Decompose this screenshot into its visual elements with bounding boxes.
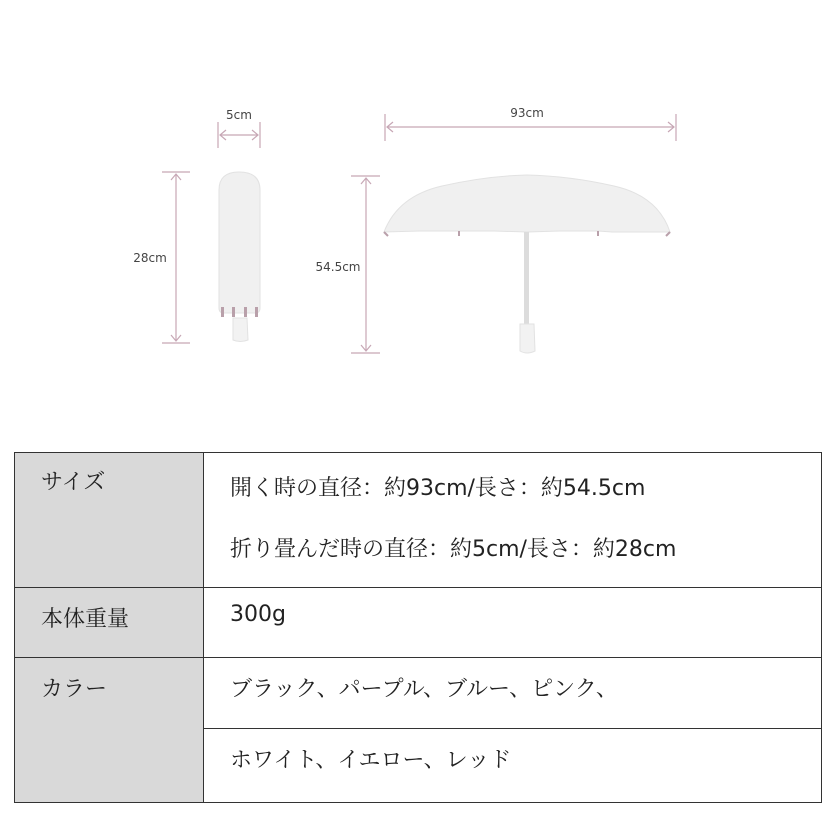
- folded-umbrella: [219, 172, 260, 342]
- size-label: サイズ: [15, 453, 204, 588]
- color-row: [15, 658, 822, 729]
- size-row: [15, 453, 822, 588]
- folded-width-dimension: [218, 122, 260, 148]
- size-value: [204, 453, 822, 588]
- open-umbrella: [384, 175, 670, 353]
- spec-table: [14, 452, 822, 803]
- open-width-label: 93cm: [510, 106, 544, 120]
- weight-value: 300g: [204, 588, 822, 658]
- color-label: カラー: [15, 658, 204, 729]
- folded-size-text: 折り畳んだ時の直径：約5cm/長さ：約28cm: [230, 537, 677, 562]
- color-list-line2: ホワイト、イエロー、レッド: [204, 729, 822, 803]
- weight-label: 本体重量: [15, 588, 204, 658]
- weight-row: [15, 588, 822, 658]
- open-size-text: 開く時の直径：約93cm/長さ：約54.5cm: [230, 476, 646, 501]
- color-row-continued: [15, 729, 822, 803]
- color-list-line1: ブラック、パープル、ブルー、ピンク、: [204, 658, 822, 729]
- color-label-empty: [15, 729, 204, 803]
- folded-height-label: 28cm: [133, 251, 167, 265]
- folded-width-label: 5cm: [226, 108, 252, 122]
- open-height-label: 54.5cm: [315, 260, 361, 274]
